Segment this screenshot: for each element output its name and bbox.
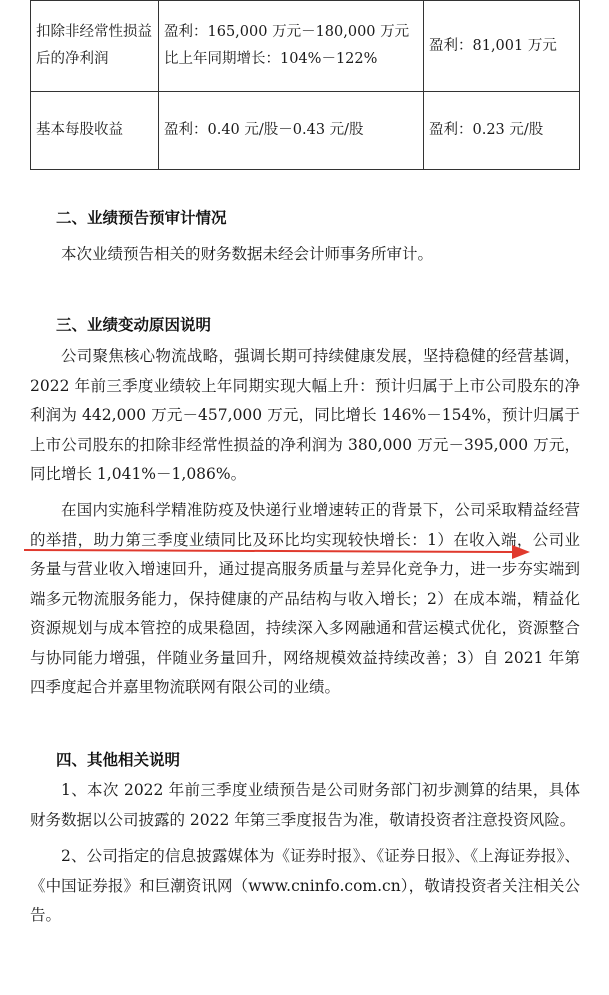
row-label: 扣除非经常性损益后的净利润 [31, 1, 159, 92]
row-label: 基本每股收益 [31, 92, 159, 170]
arrow-head [512, 545, 530, 559]
prior-period-cell: 盈利：0.23 元/股 [424, 92, 580, 170]
current-value-line: 盈利：165,000 万元－180,000 万元 [164, 24, 410, 40]
prior-period-cell: 盈利：81,001 万元 [424, 1, 580, 92]
current-value-line: 盈利：0.40 元/股－0.43 元/股 [164, 122, 364, 138]
section-heading-reasons: 三、业绩变动原因说明 [56, 316, 212, 334]
other-paragraph-1: 1、本次 2022 年前三季度业绩预告是公司财务部门初步测算的结果，具体财务数据以公司披露的 2022 年第三季度报告为准，敬请投资者注意投资风险。 [30, 781, 580, 829]
section-heading-audit: 二、业绩预告预审计情况 [56, 209, 227, 227]
other-paragraph-2: 2、公司指定的信息披露媒体为《证券时报》、《证券日报》、《上海证券报》、《中国证券报》和巨潮资讯网（www.cninfo.com.cn），敬请投资者关注相关公告。 [30, 847, 580, 924]
reasons-paragraph-1: 公司聚焦核心物流战略，强调长期可持续健康发展，坚持稳健的经营基调，2022 年前三季度业绩较上年同期实现大幅上升：预计归属于上市公司股东的净利润为 442,000 万元－457,000 万元，同比增长 146%－154%，预计归属于上市公司股东的扣除非经常性损益的净利润为 380,000 万元－395,000 万元，同比增长 1,041%－1,086%。 [30, 347, 580, 483]
section-heading-other: 四、其他相关说明 [56, 751, 181, 769]
reasons-paragraph-2: 在国内实施科学精准防疫及快递行业增速转正的背景下，公司采取精益经营的举措，助力第三季度业绩同比及环比均实现较快增长：1）在收入端，公司业务量与营业收入增速回升，通过提高服务质量与差异化竞争力，进一步夯实端到端多元物流服务能力，保持健康的产品结构与收入增长；2）在成本端，精益化资源规划与成本管控的成果稳固，持续深入多网融通和营运模式优化，资源整合与协同能力增强，伴随业务量回升，网络规模效益持续改善；3）自 2021 年第四季度起合并嘉里物流联网有限公司的业绩。 [30, 501, 580, 696]
current-growth-line: 比上年同期增长：104%－122% [164, 51, 378, 67]
arrow-shaft [24, 550, 515, 552]
audit-paragraph: 本次业绩预告相关的财务数据未经会计师事务所审计。 [61, 245, 434, 263]
